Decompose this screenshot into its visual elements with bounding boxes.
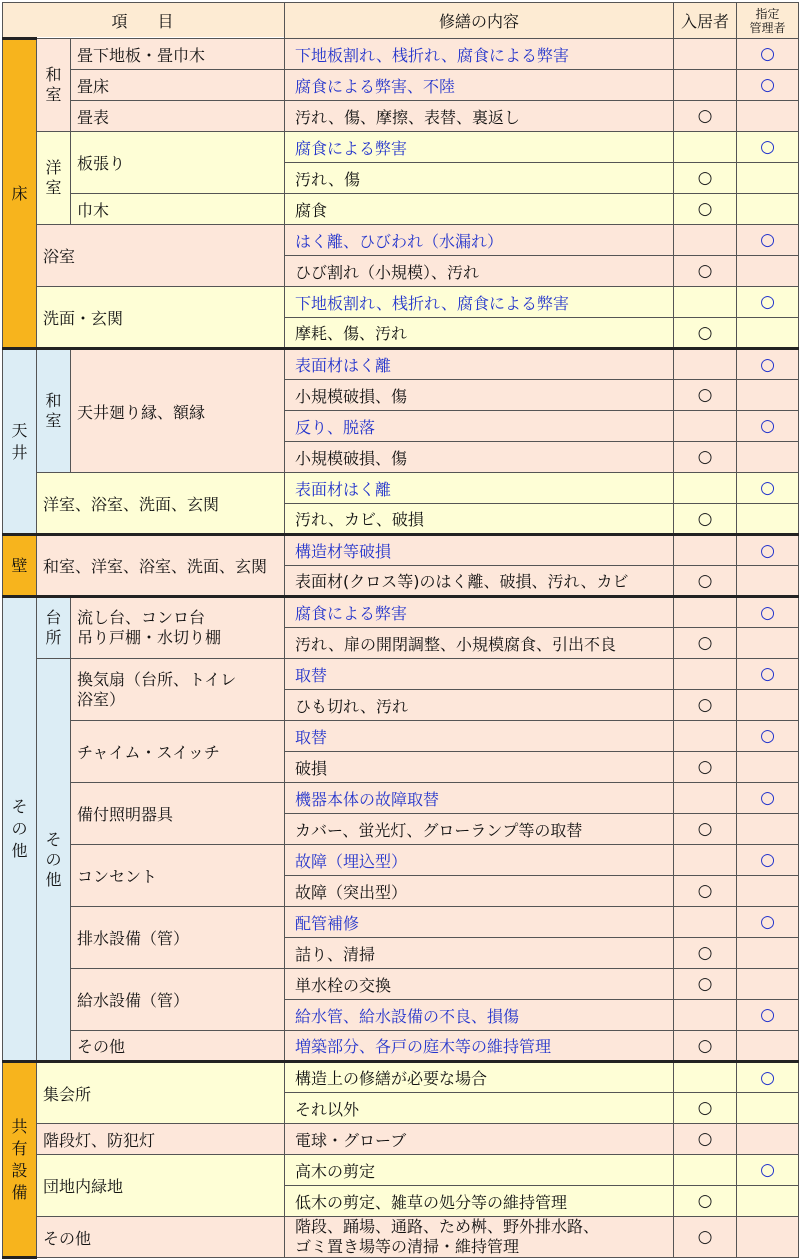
repair-content-cell: 摩耗、傷、汚れ xyxy=(285,318,674,349)
resident-mark-cell: ○ xyxy=(674,752,737,783)
text-line: 浴室） xyxy=(77,689,126,709)
repair-content-cell xyxy=(285,1217,674,1258)
resident-mark-cell: ○ xyxy=(674,442,737,473)
item-cell: チャイム・スイッチ xyxy=(71,721,285,783)
table-row xyxy=(3,194,799,225)
item-cell: 畳床 xyxy=(71,70,285,101)
admin-mark-cell xyxy=(737,752,799,783)
resident-mark-cell: ○ xyxy=(674,380,737,411)
item-cell: 板張り xyxy=(71,132,285,194)
repair-content-cell: 下地板割れ、桟折れ、腐食による弊害 xyxy=(285,39,674,70)
repair-content-cell: 取替 xyxy=(285,659,674,690)
item-cell: 洋室、浴室、洗面、玄関 xyxy=(37,473,285,535)
category-char: 備 xyxy=(11,1182,28,1202)
text-line: ゴミ置き場等の清掃・維持管理 xyxy=(295,1237,520,1256)
item-cell: 和室、洋室、浴室、洗面、玄関 xyxy=(37,535,285,597)
header-row xyxy=(3,3,799,39)
table-row xyxy=(3,845,799,876)
admin-mark-cell xyxy=(737,380,799,411)
table-row xyxy=(3,132,799,163)
resident-mark-cell: ○ xyxy=(674,1217,737,1258)
resident-mark-cell: ○ xyxy=(674,814,737,845)
table-row xyxy=(3,349,799,380)
subcategory-cell xyxy=(37,349,71,473)
admin-mark-cell: ○ xyxy=(737,535,799,566)
repair-content-cell: 腐食による弊害、不陸 xyxy=(285,70,674,101)
table-row xyxy=(3,287,799,318)
resident-mark-cell: ○ xyxy=(674,969,737,1000)
header-item-char-1: 項 xyxy=(111,11,130,31)
subcategory-char: 室 xyxy=(45,178,62,197)
admin-mark-cell xyxy=(737,690,799,721)
repair-content-cell: 高木の剪定 xyxy=(285,1155,674,1186)
repair-content-cell: 汚れ、カビ、破損 xyxy=(285,504,674,535)
table-row xyxy=(3,473,799,504)
item-cell: コンセント xyxy=(71,845,285,907)
admin-mark-cell: ○ xyxy=(737,721,799,752)
category-cell xyxy=(3,349,37,535)
resident-mark-cell: ○ xyxy=(674,163,737,194)
repair-content-cell: 増築部分、各戸の庭木等の維持管理 xyxy=(285,1031,674,1062)
repair-content-cell: 破損 xyxy=(285,752,674,783)
repair-content-cell: 詰り、清掃 xyxy=(285,938,674,969)
resident-mark-cell xyxy=(674,132,737,163)
subcategory-cell xyxy=(37,132,71,225)
admin-mark-cell xyxy=(737,938,799,969)
item-cell: 巾木 xyxy=(71,194,285,225)
resident-mark-cell xyxy=(674,1155,737,1186)
resident-mark-cell xyxy=(674,473,737,504)
repair-content-cell: ひび割れ（小規模）、汚れ xyxy=(285,256,674,287)
admin-mark-cell xyxy=(737,814,799,845)
subcategory-cell xyxy=(37,597,71,659)
table-row xyxy=(3,70,799,101)
category-cell: 壁 xyxy=(3,535,37,597)
resident-mark-cell: ○ xyxy=(674,938,737,969)
resident-mark-cell xyxy=(674,225,737,256)
admin-mark-cell xyxy=(737,628,799,659)
item-cell: 団地内緑地 xyxy=(37,1155,285,1217)
resident-mark-cell xyxy=(674,411,737,442)
repair-content-cell: 配管補修 xyxy=(285,907,674,938)
admin-mark-cell xyxy=(737,194,799,225)
repair-content-cell: 汚れ、傷 xyxy=(285,163,674,194)
repair-content-cell: 小規模破損、傷 xyxy=(285,442,674,473)
repair-content-cell: 汚れ、扉の開閉調整、小規模腐食、引出不良 xyxy=(285,628,674,659)
table-row xyxy=(3,969,799,1000)
resident-mark-cell xyxy=(674,721,737,752)
admin-mark-cell xyxy=(737,1031,799,1062)
resident-mark-cell xyxy=(674,845,737,876)
repair-responsibility-table xyxy=(2,2,799,1259)
repair-content-cell: 低木の剪定、雑草の処分等の維持管理 xyxy=(285,1186,674,1217)
text-line: 吊り戸棚・水切り棚 xyxy=(77,628,222,647)
admin-mark-cell: ○ xyxy=(737,287,799,318)
item-cell: 浴室 xyxy=(37,225,285,287)
admin-mark-cell xyxy=(737,101,799,132)
resident-mark-cell: ○ xyxy=(674,1186,737,1217)
admin-mark-cell: ○ xyxy=(737,349,799,380)
admin-mark-cell xyxy=(737,504,799,535)
header-item xyxy=(3,3,285,39)
repair-content-cell: 表面材はく離 xyxy=(285,473,674,504)
subcategory-char: 和 xyxy=(45,65,62,84)
admin-mark-cell: ○ xyxy=(737,39,799,70)
admin-mark-cell: ○ xyxy=(737,659,799,690)
table-row xyxy=(3,225,799,256)
admin-mark-cell: ○ xyxy=(737,783,799,814)
table-row xyxy=(3,659,799,690)
category-cell xyxy=(3,597,37,1062)
table-row xyxy=(3,39,799,70)
resident-mark-cell: ○ xyxy=(674,1124,737,1155)
repair-content-cell: 表面材(クロス等)のはく離、破損、汚れ、カビ xyxy=(285,566,674,597)
text-line: 換気扇（台所、トイレ xyxy=(77,669,237,689)
header-admin-line-2: 管理者 xyxy=(749,20,786,35)
repair-content-cell: 故障（突出型） xyxy=(285,876,674,907)
repair-content-cell: 給水管、給水設備の不良、損傷 xyxy=(285,1000,674,1031)
resident-mark-cell xyxy=(674,783,737,814)
table-row xyxy=(3,1062,799,1093)
item-cell: 備付照明器具 xyxy=(71,783,285,845)
category-char: 他 xyxy=(11,841,28,860)
subcategory-cell xyxy=(37,659,71,1062)
subcategory-char: 台 xyxy=(45,608,62,627)
header-content: 修繕の内容 xyxy=(285,3,674,39)
repair-content-cell: ひも切れ、汚れ xyxy=(285,690,674,721)
repair-content-cell: 構造上の修繕が必要な場合 xyxy=(285,1062,674,1093)
item-cell: 畳表 xyxy=(71,101,285,132)
resident-mark-cell xyxy=(674,349,737,380)
table-row xyxy=(3,535,799,566)
table-row xyxy=(3,101,799,132)
category-char: 設 xyxy=(11,1160,28,1180)
table-row xyxy=(3,597,799,628)
repair-content-cell: 下地板割れ、桟折れ、腐食による弊害 xyxy=(285,287,674,318)
table-row xyxy=(3,1124,799,1155)
repair-content-cell: 腐食 xyxy=(285,194,674,225)
admin-mark-cell xyxy=(737,256,799,287)
category-cell: 床 xyxy=(3,39,37,349)
header-admin xyxy=(737,3,799,39)
repair-content-cell: 単水栓の交換 xyxy=(285,969,674,1000)
admin-mark-cell: ○ xyxy=(737,1155,799,1186)
category-char: 有 xyxy=(11,1138,28,1158)
repair-content-cell: 表面材はく離 xyxy=(285,349,674,380)
subcategory-char: そ xyxy=(45,829,62,849)
admin-mark-cell xyxy=(737,969,799,1000)
admin-mark-cell xyxy=(737,876,799,907)
repair-content-cell: 腐食による弊害 xyxy=(285,597,674,628)
category-char: そ xyxy=(11,797,28,816)
admin-mark-cell: ○ xyxy=(737,132,799,163)
item-cell xyxy=(71,597,285,659)
item-cell: 給水設備（管） xyxy=(71,969,285,1031)
admin-mark-cell: ○ xyxy=(737,1062,799,1093)
item-cell: 階段灯、防犯灯 xyxy=(37,1124,285,1155)
subcategory-char: の xyxy=(45,849,62,869)
text-line: 流し台、コンロ台 xyxy=(77,608,206,627)
subcategory-char: 室 xyxy=(45,85,62,104)
subcategory-char: 他 xyxy=(45,869,62,889)
category-char: の xyxy=(11,819,28,838)
repair-content-cell: 腐食による弊害 xyxy=(285,132,674,163)
resident-mark-cell xyxy=(674,39,737,70)
admin-mark-cell xyxy=(737,442,799,473)
item-cell xyxy=(71,659,285,721)
admin-mark-cell xyxy=(737,318,799,349)
repair-content-cell: はく離、ひびわれ（水漏れ） xyxy=(285,225,674,256)
subcategory-cell xyxy=(37,39,71,132)
header-admin-line-1: 指定 xyxy=(755,6,780,21)
resident-mark-cell xyxy=(674,659,737,690)
admin-mark-cell: ○ xyxy=(737,907,799,938)
resident-mark-cell xyxy=(674,70,737,101)
item-cell: その他 xyxy=(71,1031,285,1062)
admin-mark-cell xyxy=(737,1093,799,1124)
admin-mark-cell xyxy=(737,1124,799,1155)
category-char: 天 xyxy=(11,420,28,440)
subcategory-char: 室 xyxy=(45,411,62,430)
resident-mark-cell xyxy=(674,287,737,318)
category-char: 井 xyxy=(11,442,28,462)
admin-mark-cell xyxy=(737,163,799,194)
admin-mark-cell: ○ xyxy=(737,411,799,442)
admin-mark-cell xyxy=(737,566,799,597)
resident-mark-cell: ○ xyxy=(674,1031,737,1062)
resident-mark-cell xyxy=(674,1062,737,1093)
resident-mark-cell xyxy=(674,1000,737,1031)
table-row xyxy=(3,1031,799,1062)
table-row xyxy=(3,1217,799,1258)
resident-mark-cell xyxy=(674,597,737,628)
resident-mark-cell: ○ xyxy=(674,194,737,225)
repair-content-cell: 電球・グローブ xyxy=(285,1124,674,1155)
repair-content-cell: 小規模破損、傷 xyxy=(285,380,674,411)
header-item-char-2: 目 xyxy=(157,11,176,31)
admin-mark-cell: ○ xyxy=(737,70,799,101)
text-line: 階段、踊場、通路、ため桝、野外排水路、 xyxy=(295,1217,600,1236)
admin-mark-cell: ○ xyxy=(737,1000,799,1031)
admin-mark-cell xyxy=(737,1186,799,1217)
admin-mark-cell: ○ xyxy=(737,473,799,504)
subcategory-char: 洋 xyxy=(45,158,62,177)
resident-mark-cell: ○ xyxy=(674,628,737,659)
table-body xyxy=(3,3,799,1258)
category-char: 共 xyxy=(11,1116,28,1136)
admin-mark-cell xyxy=(737,1217,799,1258)
repair-content-cell: 反り、脱落 xyxy=(285,411,674,442)
item-cell: 排水設備（管） xyxy=(71,907,285,969)
repair-content-cell: 機器本体の故障取替 xyxy=(285,783,674,814)
admin-mark-cell: ○ xyxy=(737,597,799,628)
table-row xyxy=(3,907,799,938)
item-cell: 集会所 xyxy=(37,1062,285,1124)
resident-mark-cell: ○ xyxy=(674,1093,737,1124)
resident-mark-cell: ○ xyxy=(674,256,737,287)
repair-content-cell: 汚れ、傷、摩擦、表替、裏返し xyxy=(285,101,674,132)
subcategory-char: 和 xyxy=(45,391,62,410)
repair-content-cell: 故障（埋込型） xyxy=(285,845,674,876)
subcategory-char: 所 xyxy=(45,628,62,647)
table-row xyxy=(3,721,799,752)
item-cell: その他 xyxy=(37,1217,285,1258)
resident-mark-cell xyxy=(674,535,737,566)
item-cell: 洗面・玄関 xyxy=(37,287,285,349)
table-row xyxy=(3,783,799,814)
resident-mark-cell: ○ xyxy=(674,566,737,597)
table-row xyxy=(3,1155,799,1186)
resident-mark-cell xyxy=(674,907,737,938)
resident-mark-cell: ○ xyxy=(674,690,737,721)
item-cell: 天井廻り縁、額縁 xyxy=(71,349,285,473)
repair-content-cell: カバー、蛍光灯、グローランプ等の取替 xyxy=(285,814,674,845)
item-cell: 畳下地板・畳巾木 xyxy=(71,39,285,70)
header-resident: 入居者 xyxy=(674,3,737,39)
resident-mark-cell: ○ xyxy=(674,876,737,907)
admin-mark-cell: ○ xyxy=(737,225,799,256)
resident-mark-cell: ○ xyxy=(674,318,737,349)
category-cell xyxy=(3,1062,37,1258)
admin-mark-cell: ○ xyxy=(737,845,799,876)
resident-mark-cell: ○ xyxy=(674,504,737,535)
repair-content-cell: それ以外 xyxy=(285,1093,674,1124)
resident-mark-cell: ○ xyxy=(674,101,737,132)
repair-content-cell: 構造材等破損 xyxy=(285,535,674,566)
repair-content-cell: 取替 xyxy=(285,721,674,752)
